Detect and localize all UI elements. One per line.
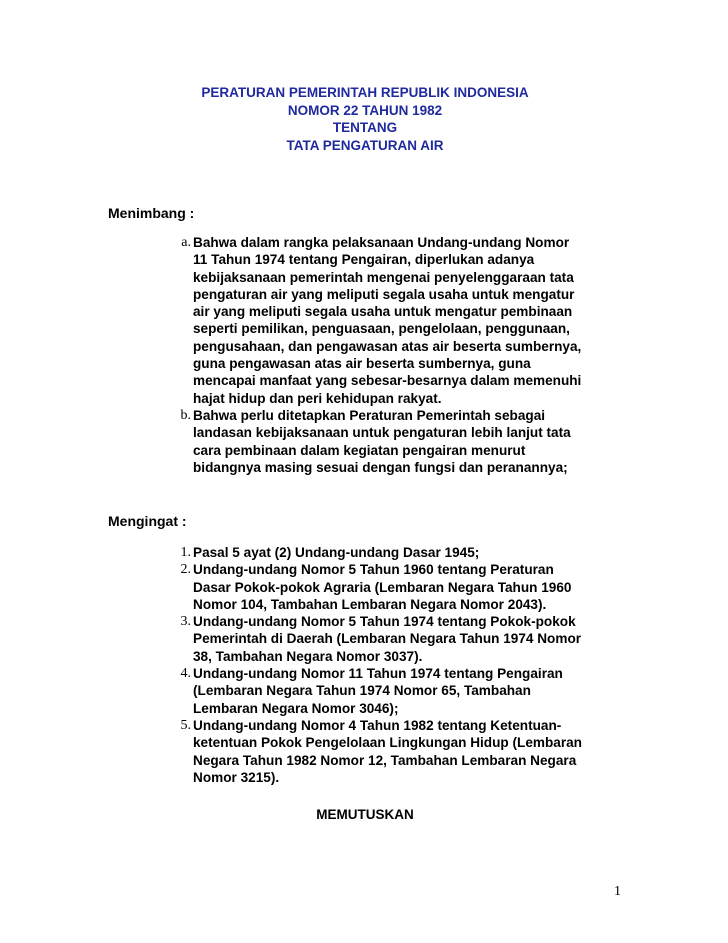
list-marker: 2. [180, 562, 191, 578]
list-item-text: Undang-undang Nomor 5 Tahun 1960 tentang Peraturan Dasar Pokok-pokok Agraria (Lembaran Negara Tahun 1960 Nomor 104, Tambahan Lembaran Negara Nomor 2043). [193, 562, 572, 612]
list-item-text: Bahwa dalam rangka pelaksanaan Undang-undang Nomor 11 Tahun 1974 tentang Pengairan, diperlukan adanya kebijaksanaan pemerintah mengenai penyelenggaraan tata pengaturan air yang meliputi segala usaha untuk mengatur air yang meliputi segala usaha untuk mengatur pembinaan seperti pemilikan, penguasaan, pengelolaan, penggunaan, pengusahaan, dan pengawasan atas air beserta sumbernya, guna pengawasan atas air beserta sumbernya, guna mencapai manfaat yang sebesar-besarnya dalam memenuhi hajat hidup dan peri kehidupan rakyat. [193, 235, 582, 406]
list-marker: 1. [180, 545, 191, 560]
list-item-text: Undang-undang Nomor 4 Tahun 1982 tentang Ketentuan-ketentuan Pokok Pengelolaan Lingkungan Hidup (Lembaran Negara Tahun 1982 Nomor 12, Tambahan Lembaran Negara Nomor 3215). [193, 717, 582, 785]
title-line-number: NOMOR 22 TAHUN 1982 [287, 102, 443, 118]
decision-heading: MEMUTUSKAN [316, 807, 414, 822]
list-item [165, 407, 585, 476]
list-item [165, 665, 585, 717]
list-marker: 3. [180, 614, 191, 630]
list-item-text: Pasal 5 ayat (2) Undang-undang Dasar 1945; [193, 545, 480, 560]
list-item [165, 613, 585, 665]
list-marker: 4. [180, 666, 191, 682]
title-line-regulation: PERATURAN PEMERINTAH REPUBLIK INDONESIA [201, 85, 529, 100]
list-marker: a. [181, 235, 191, 250]
mengingat-heading: Mengingat : [108, 513, 187, 529]
list-item-text: Undang-undang Nomor 5 Tahun 1974 tentang Pokok-pokok Pemerintah di Daerah (Lembaran Negara Tahun 1974 Nomor 38, Tambahan Negara Nomor 3037). [193, 614, 582, 664]
list-item [165, 234, 585, 407]
list-marker: 5. [180, 717, 191, 733]
list-item [165, 544, 585, 561]
list-item [165, 717, 585, 786]
title-line-about: TENTANG [332, 120, 398, 135]
title-line-subject: TATA PENGATURAN AIR [286, 137, 444, 153]
mengingat-list [165, 544, 585, 786]
list-item-text: Undang-undang Nomor 11 Tahun 1974 tentang Pengairan (Lembaran Negara Tahun 1974 Nomor 65, Tambahan Lembaran Negara Nomor 3046); [193, 666, 563, 716]
menimbang-list [165, 234, 585, 476]
page-number: 1 [614, 884, 621, 899]
list-item [165, 561, 585, 613]
menimbang-heading: Menimbang : [108, 205, 195, 221]
list-marker: b. [180, 407, 191, 423]
document-title [150, 84, 580, 154]
list-item-text: Bahwa perlu ditetapkan Peraturan Pemerintah sebagai landasan kebijaksanaan untuk pengaturan lebih lanjut tata cara pembinaan dalam kegiatan pengairan menurut bidangnya masing sesuai dengan fungsi dan peranannya; [193, 407, 571, 475]
